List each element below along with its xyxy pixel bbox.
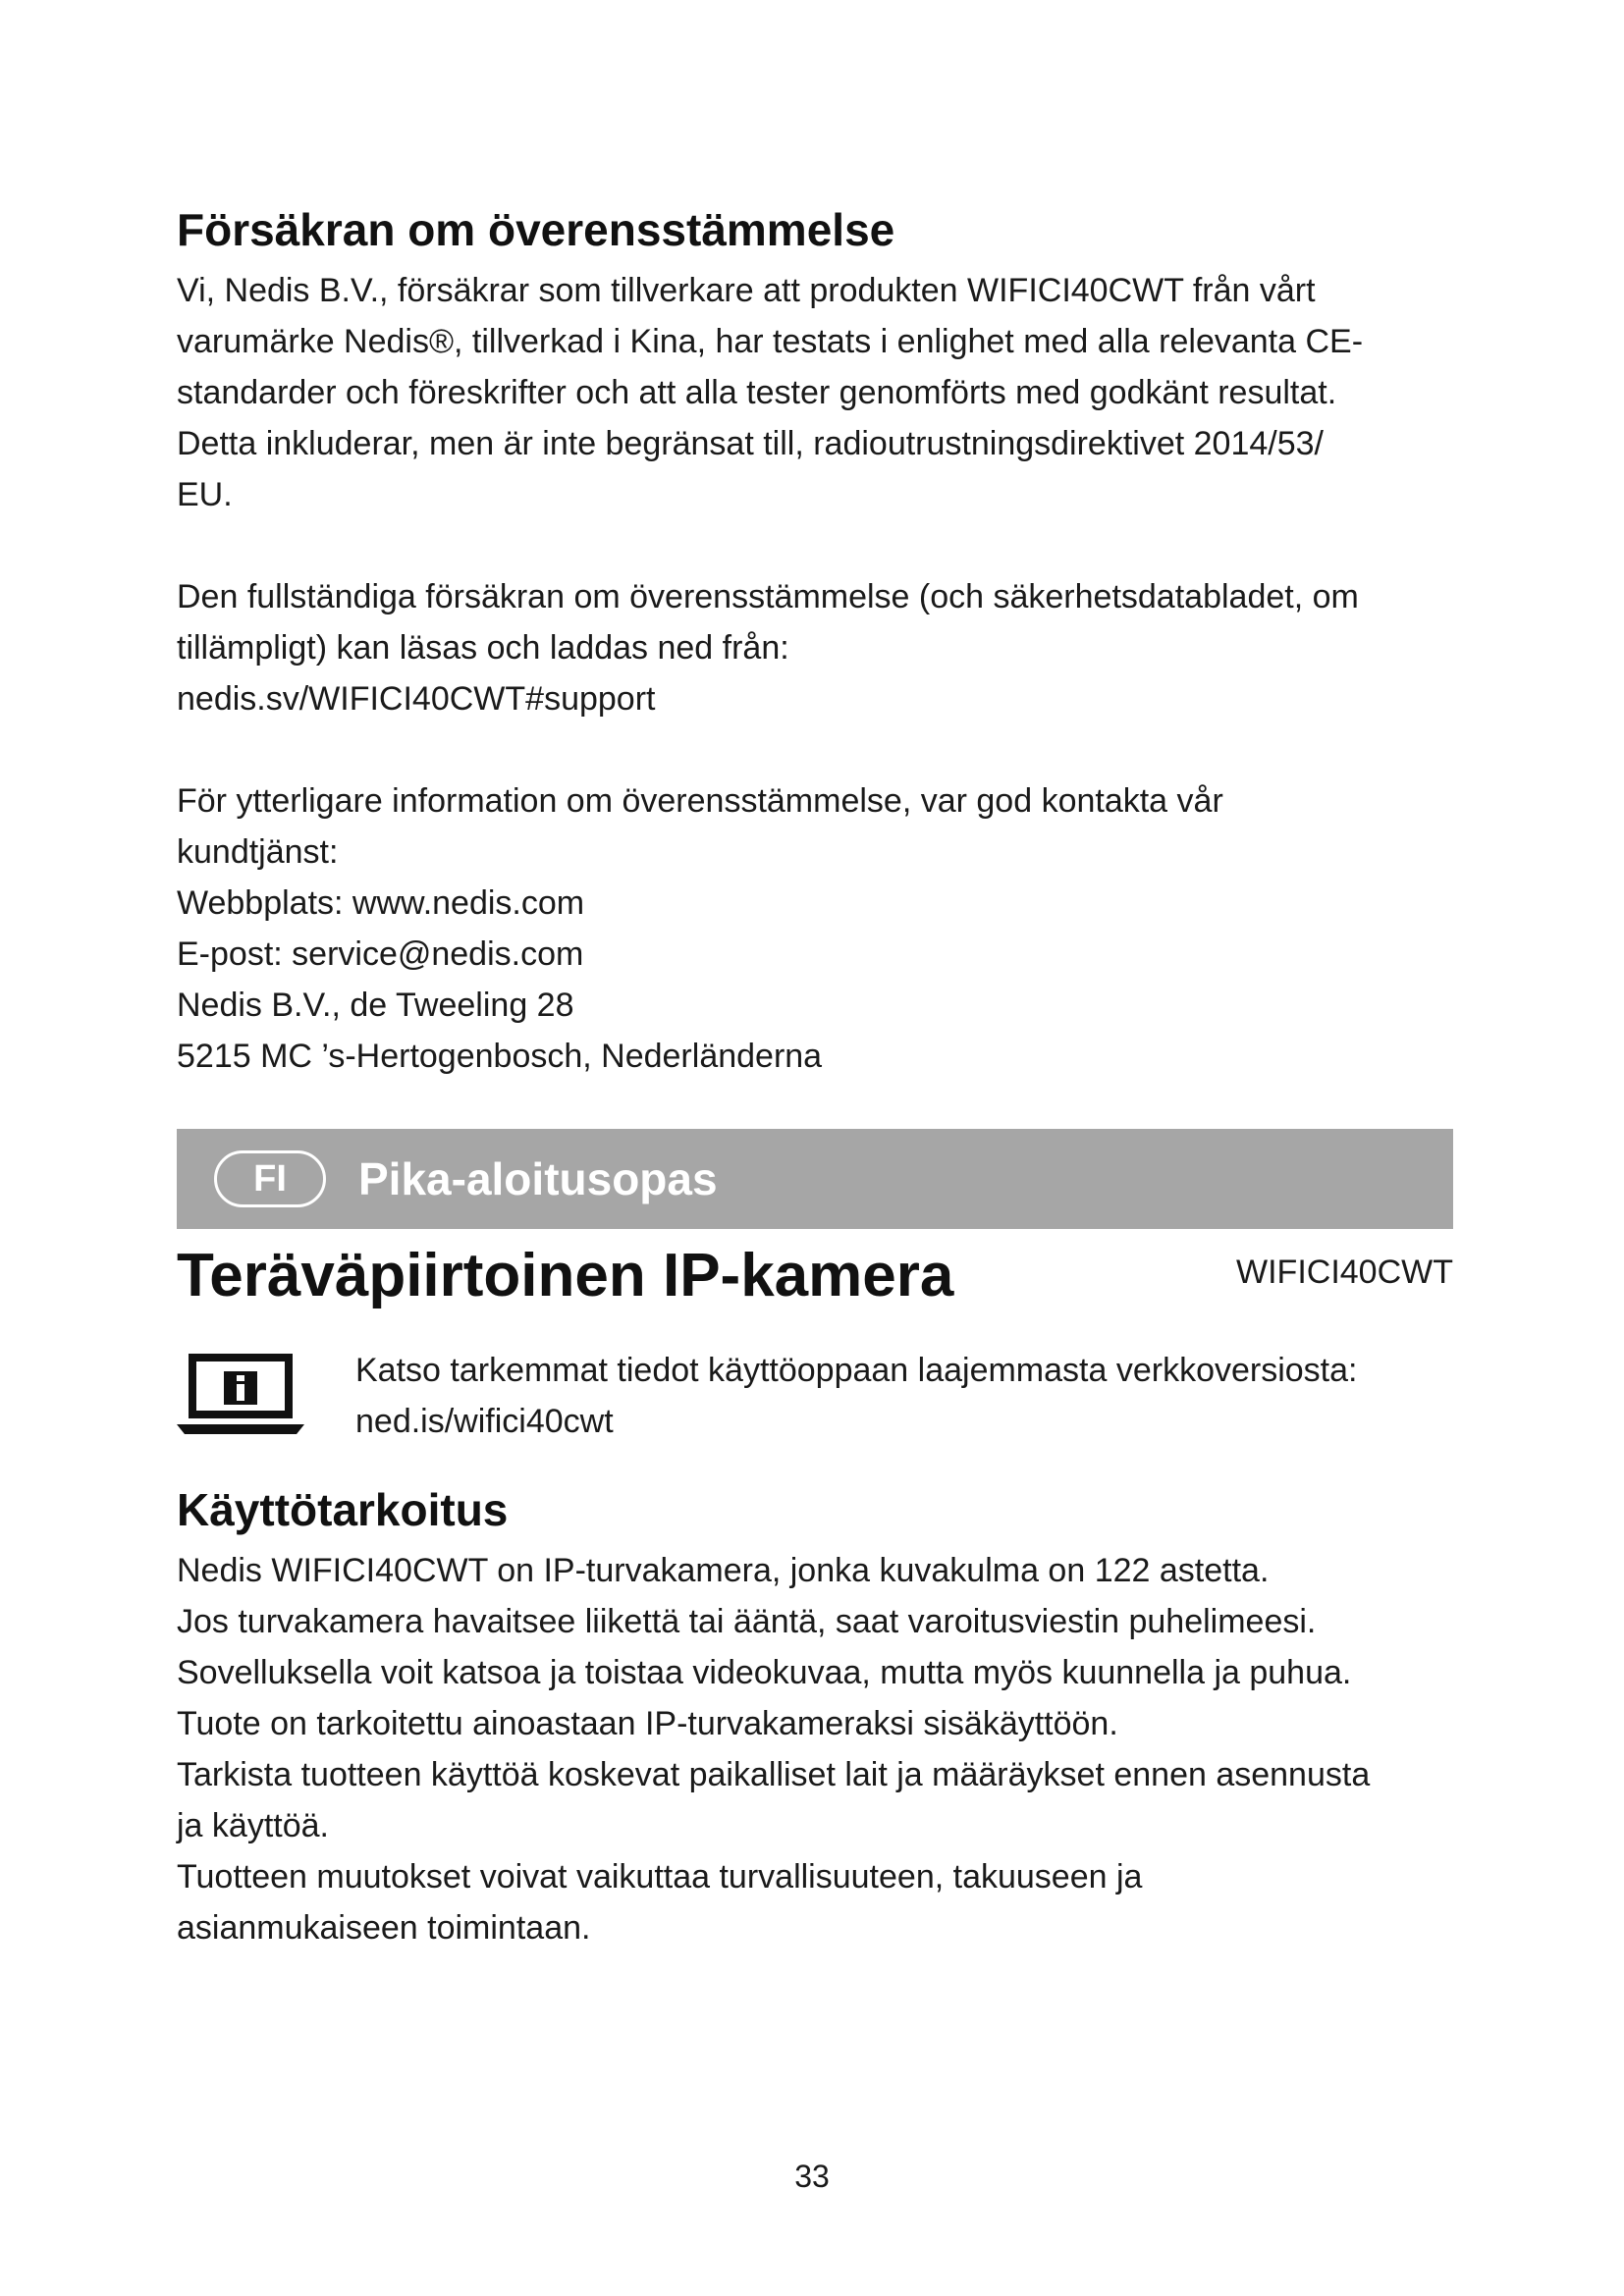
online-manual-note — [355, 1345, 1357, 1447]
text-line: Tarkista tuotteen käyttöä koskevat paikalliset lait ja määräykset ennen asennusta — [177, 1756, 1371, 1793]
language-banner — [177, 1129, 1453, 1229]
website-line[interactable]: Webbplats: www.nedis.com — [177, 884, 585, 922]
text-line: Tuote on tarkoitettu ainoastaan IP-turvakameraksi sisäkäyttöön. — [177, 1705, 1118, 1742]
laptop-info-icon — [177, 1350, 304, 1438]
text-line: kundtjänst: — [177, 833, 339, 871]
declaration-paragraph — [177, 265, 1453, 520]
declaration-heading: Försäkran om överensstämmelse — [177, 204, 895, 255]
text-line: För ytterligare information om överensstämmelse, var god kontakta vår — [177, 782, 1223, 820]
text-line: Detta inkluderar, men är inte begränsat till, radioutrustningsdirektivet 2014/53/ — [177, 425, 1324, 462]
banner-title: Pika-aloitusopas — [358, 1153, 718, 1204]
page-number: 33 — [794, 2159, 830, 2194]
model-code: WIFICI40CWT — [1236, 1254, 1453, 1291]
info-stem — [237, 1384, 244, 1401]
text-line: Den fullständiga försäkran om överensstämmelse (och säkerhetsdatabladet, om — [177, 578, 1359, 615]
intended-use-paragraph — [177, 1545, 1453, 1953]
text-line: ja käyttöä. — [177, 1807, 329, 1844]
support-link[interactable]: nedis.sv/WIFICI40CWT#support — [177, 680, 656, 718]
product-title: Teräväpiirtoinen IP-kamera — [177, 1242, 954, 1309]
language-code-badge: FI — [214, 1150, 326, 1207]
address-line: Nedis B.V., de Tweeling 28 — [177, 987, 574, 1024]
online-manual-link[interactable]: ned.is/wifici40cwt — [355, 1403, 614, 1440]
laptop-base — [177, 1424, 304, 1434]
text-line: Vi, Nedis B.V., försäkrar som tillverkare att produkten WIFICI40CWT från vårt — [177, 272, 1316, 309]
text-line: Sovelluksella voit katsoa ja toistaa videokuvaa, mutta myös kuunnella ja puhua. — [177, 1654, 1352, 1691]
text-line: EU. — [177, 476, 233, 513]
text-line: Jos turvakamera havaitsee liikettä tai ääntä, saat varoitusviestin puhelimeesi. — [177, 1603, 1317, 1640]
text-line: asianmukaiseen toimintaan. — [177, 1909, 591, 1947]
declaration-download-paragraph — [177, 571, 1453, 724]
text-line: Katso tarkemmat tiedot käyttöoppaan laajemmasta verkkoversiosta: — [355, 1352, 1358, 1389]
text-line: standarder och föreskrifter och att alla tester genomförts med godkänt resultat. — [177, 374, 1337, 411]
info-dot — [237, 1375, 244, 1381]
text-line: tillämpligt) kan läsas och laddas ned från: — [177, 629, 789, 667]
text-line: Tuotteen muutokset voivat vaikuttaa turvallisuuteen, takuuseen ja — [177, 1858, 1143, 1896]
text-line: varumärke Nedis®, tillverkad i Kina, har testats i enlighet med alla relevanta CE- — [177, 323, 1364, 360]
contact-paragraph — [177, 775, 1453, 1082]
text-line: Nedis WIFICI40CWT on IP-turvakamera, jonka kuvakulma on 122 astetta. — [177, 1552, 1270, 1589]
email-line[interactable]: E-post: service@nedis.com — [177, 935, 584, 973]
intended-use-heading: Käyttötarkoitus — [177, 1484, 509, 1535]
address-line: 5215 MC ’s-Hertogenbosch, Nederländerna — [177, 1038, 823, 1075]
